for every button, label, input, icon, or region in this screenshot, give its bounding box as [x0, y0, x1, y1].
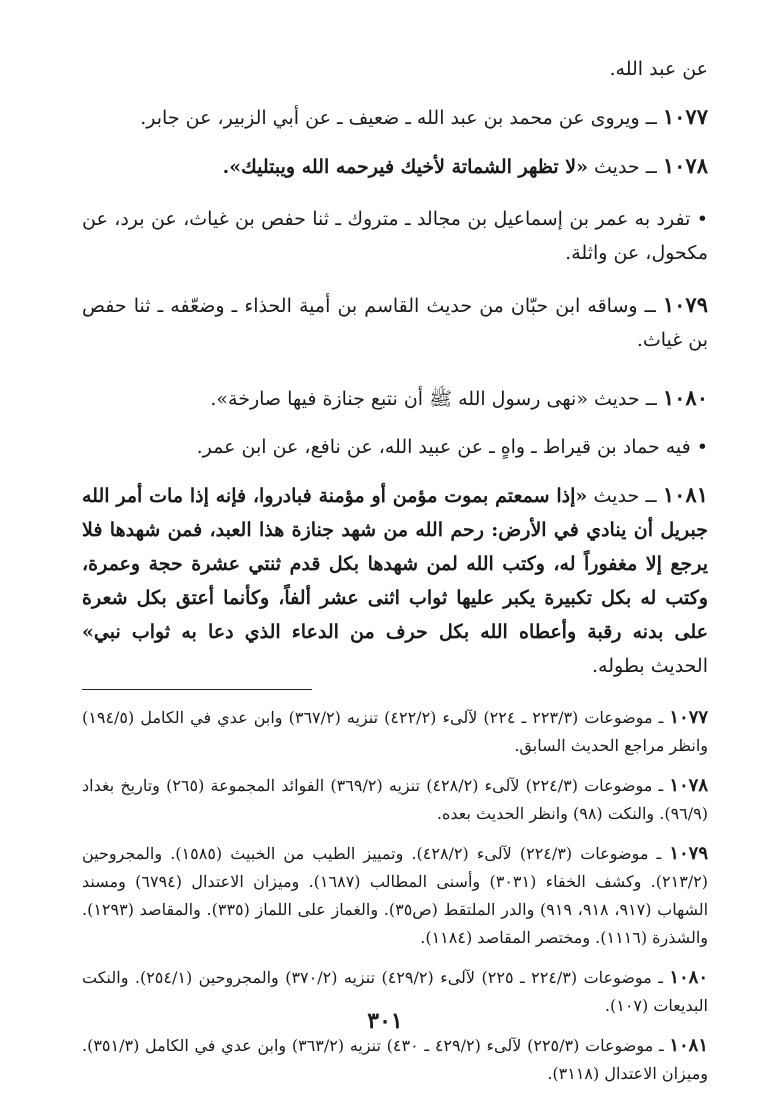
footnote	[82, 1032, 708, 1088]
entry-1080	[82, 381, 708, 416]
note-1080: • فيه حماد بن قيراط ـ واهٍ ـ عن عبيد الله، عن نافع، عن ابن عمر.	[196, 436, 708, 458]
note-1078: • تفرد به عمر بن إسماعيل بن مجالد ـ متروك ـ ثنا حفص بن غياث، عن برد، عن مكحول، عن واثلة.	[82, 208, 708, 264]
footnote-number: ١٠٨١	[669, 1035, 709, 1056]
entry-text: ــ ويروى عن محمد بن عبد الله ـ ضعيف ـ عن أبي الزبير، عن جابر.	[140, 107, 663, 129]
entry-number: ١٠٨٠	[662, 385, 708, 410]
entry-number: ١٠٧٨	[662, 153, 708, 178]
entry-number: ١٠٧٩	[662, 292, 708, 317]
entry-number: ١٠٨١	[662, 482, 708, 507]
entry-1079	[82, 288, 708, 357]
hadith-text: «لا تظهر الشماتة لأخيك فيرحمه الله ويبتليك».	[222, 156, 588, 178]
footnote-text: ـ موضوعات (٢٢٣/٣ ـ ٢٢٤) لآلىء (٤٢٢/٢) تنزيه (٣٦٧/٢) وابن عدي في الكامل (١٩٤/٥) وانظر مراجع الحديث السابق.	[82, 708, 708, 755]
entry-lead: ــ حديث	[587, 485, 663, 507]
entry-text: ــ وساقه ابن حبّان من حديث القاسم بن أمية الحذاء ـ وضعّفه ـ ثنا حفص بن غياث.	[82, 295, 708, 351]
opening-line: عن عبد الله.	[609, 58, 708, 80]
entry-1081	[82, 478, 708, 683]
footnote-number: ١٠٧٩	[669, 843, 709, 864]
footnote-text: ـ موضوعات (٢٢٤/٣ ـ ٢٢٥) لآلىء (٤٢٩/٢) تنزيه (٣٧٠/٢) والمجروحين (٢٥٤/١). والنكت البديعات (١٠٧).	[82, 968, 708, 1015]
footnote-separator	[82, 689, 312, 690]
footnote-text: ـ موضوعات (٢٢٤/٣) لآلىء (٤٢٨/٢). وتمييز الطيب من الخبيث (١٥٨٥). والمجروحين (٢١٣/٢). وكشف الخفاء (٣٠٣١) وأسنى المطالب (١٦٨٧). وميزان الاعتدال (٦٧٩٤) ومسند الشهاب (٩١٧، ٩١٨، ٩١٩) والدر الملتقط (ص٣٥). والغماز على اللماز (٣٣٥). والمقاصد (١٢٩٣). والشذرة (١١١٦). ومختصر المقاصد (١١٨٤).	[82, 844, 709, 947]
entry-number: ١٠٧٧	[662, 104, 708, 129]
entry-lead: ــ حديث	[587, 156, 663, 178]
footnote	[82, 772, 708, 828]
page-body	[82, 52, 708, 1100]
footnote-number: ١٠٧٧	[669, 707, 709, 728]
hadith-text: «إذا سمعتم بموت مؤمن أو مؤمنة فبادروا، فإنه إذا مات أمر الله جبريل أن ينادي في الأرض: رحم الله من شهد جنازة هذا العبد، فمن شهدها فلا يرجع إلا مغفوراً له، وكتب الله لمن شهدها بكل قدم ثنتي عشرة حجة وعمرة، وكتب له بكل تكبيرة يكبر عليها ثواب اثنى عشر ألفاً، وكأنما أعتق بكل شعرة على بدنه رقبة وأعطاه الله بكل حرف من الدعاء الذي دعا به ثواب نبي»	[82, 485, 708, 643]
entry-text: ــ حديث «نهى رسول الله ﷺ أن نتبع جنازة فيها صارخة».	[210, 388, 663, 410]
footnote	[82, 704, 708, 760]
entry-tail: الحديث بطوله.	[592, 655, 708, 677]
entry-1077	[82, 100, 708, 135]
footnote-number: ١٠٨٠	[669, 967, 709, 988]
footnote-text: ـ موضوعات (٢٢٤/٣) لآلىء (٤٢٨/٢) تنزيه (٣٦٩/٢) الفوائد المجموعة (٢٦٥) وتاريخ بغداد (٩٦/٩). والنكت (٩٨) وانظر الحديث بعده.	[82, 776, 708, 823]
footnote-number: ١٠٧٨	[669, 775, 709, 796]
footnote	[82, 840, 708, 952]
entry-1078	[82, 149, 708, 184]
footnote-text: ـ موضوعات (٢٢٥/٣) لآلىء (٤٢٩/٢ ـ ٤٣٠) تنزيه (٣٦٣/٢) وابن عدي في الكامل (٣٥١/٣). وميزان الاعتدال (٣١١٨).	[82, 1036, 708, 1083]
page-number: ٣٠١	[367, 1008, 403, 1034]
